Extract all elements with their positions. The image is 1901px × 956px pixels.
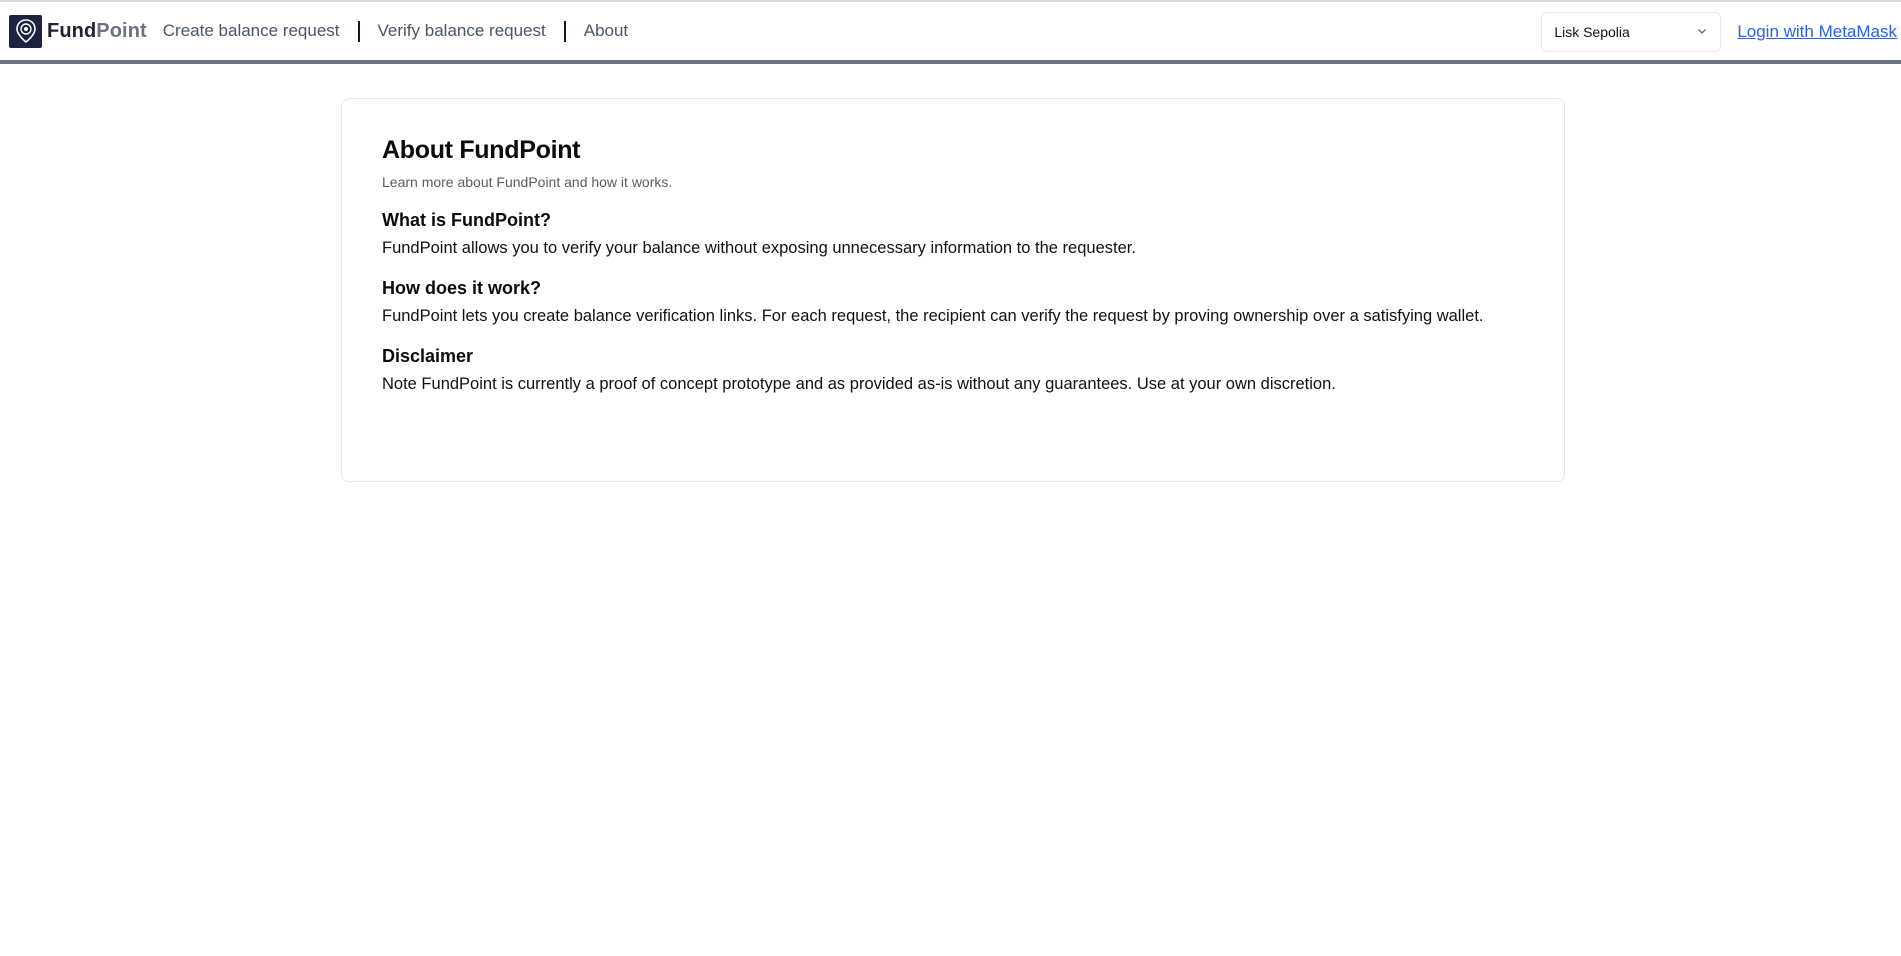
- section-heading: How does it work?: [382, 278, 542, 298]
- chevron-down-icon: [1696, 24, 1708, 40]
- network-select[interactable]: [1541, 12, 1721, 52]
- section-disclaimer: [382, 346, 1524, 394]
- section-body: Note FundPoint is currently a proof of concept prototype and as provided as-is without any guarantees. Use at your own discretion.: [382, 375, 1336, 393]
- nav-create-balance-request[interactable]: Create balance request: [162, 21, 340, 40]
- brand[interactable]: [9, 15, 147, 48]
- network-select-value: Lisk Sepolia: [1554, 24, 1630, 40]
- nav-verify-balance-request[interactable]: Verify balance request: [377, 21, 546, 40]
- about-card: [341, 98, 1565, 482]
- brand-name-part1: Fund: [47, 19, 97, 42]
- section-body: FundPoint lets you create balance verification links. For each request, the recipient can verify the request by proving ownership over a satisfying wallet.: [382, 307, 1484, 325]
- section-heading: Disclaimer: [382, 346, 474, 366]
- nav-separator: [358, 21, 360, 42]
- section-body: FundPoint allows you to verify your balance without exposing unnecessary information to the requester.: [382, 239, 1136, 257]
- header-actions: [1541, 12, 1897, 52]
- brand-name: [47, 20, 147, 43]
- main-nav: [163, 21, 628, 42]
- nav-about[interactable]: About: [583, 21, 629, 40]
- brand-name-part2: Point: [96, 19, 147, 42]
- section-how: [382, 278, 1524, 326]
- page-title: About FundPoint: [382, 136, 581, 164]
- login-metamask-link[interactable]: Login with MetaMask: [1737, 22, 1897, 41]
- top-navbar: [0, 2, 1901, 64]
- section-heading: What is FundPoint?: [382, 210, 551, 230]
- logo-icon: [9, 15, 42, 48]
- section-what: [382, 210, 1524, 258]
- page-subtitle: Learn more about FundPoint and how it works.: [382, 174, 673, 190]
- nav-separator: [564, 21, 566, 42]
